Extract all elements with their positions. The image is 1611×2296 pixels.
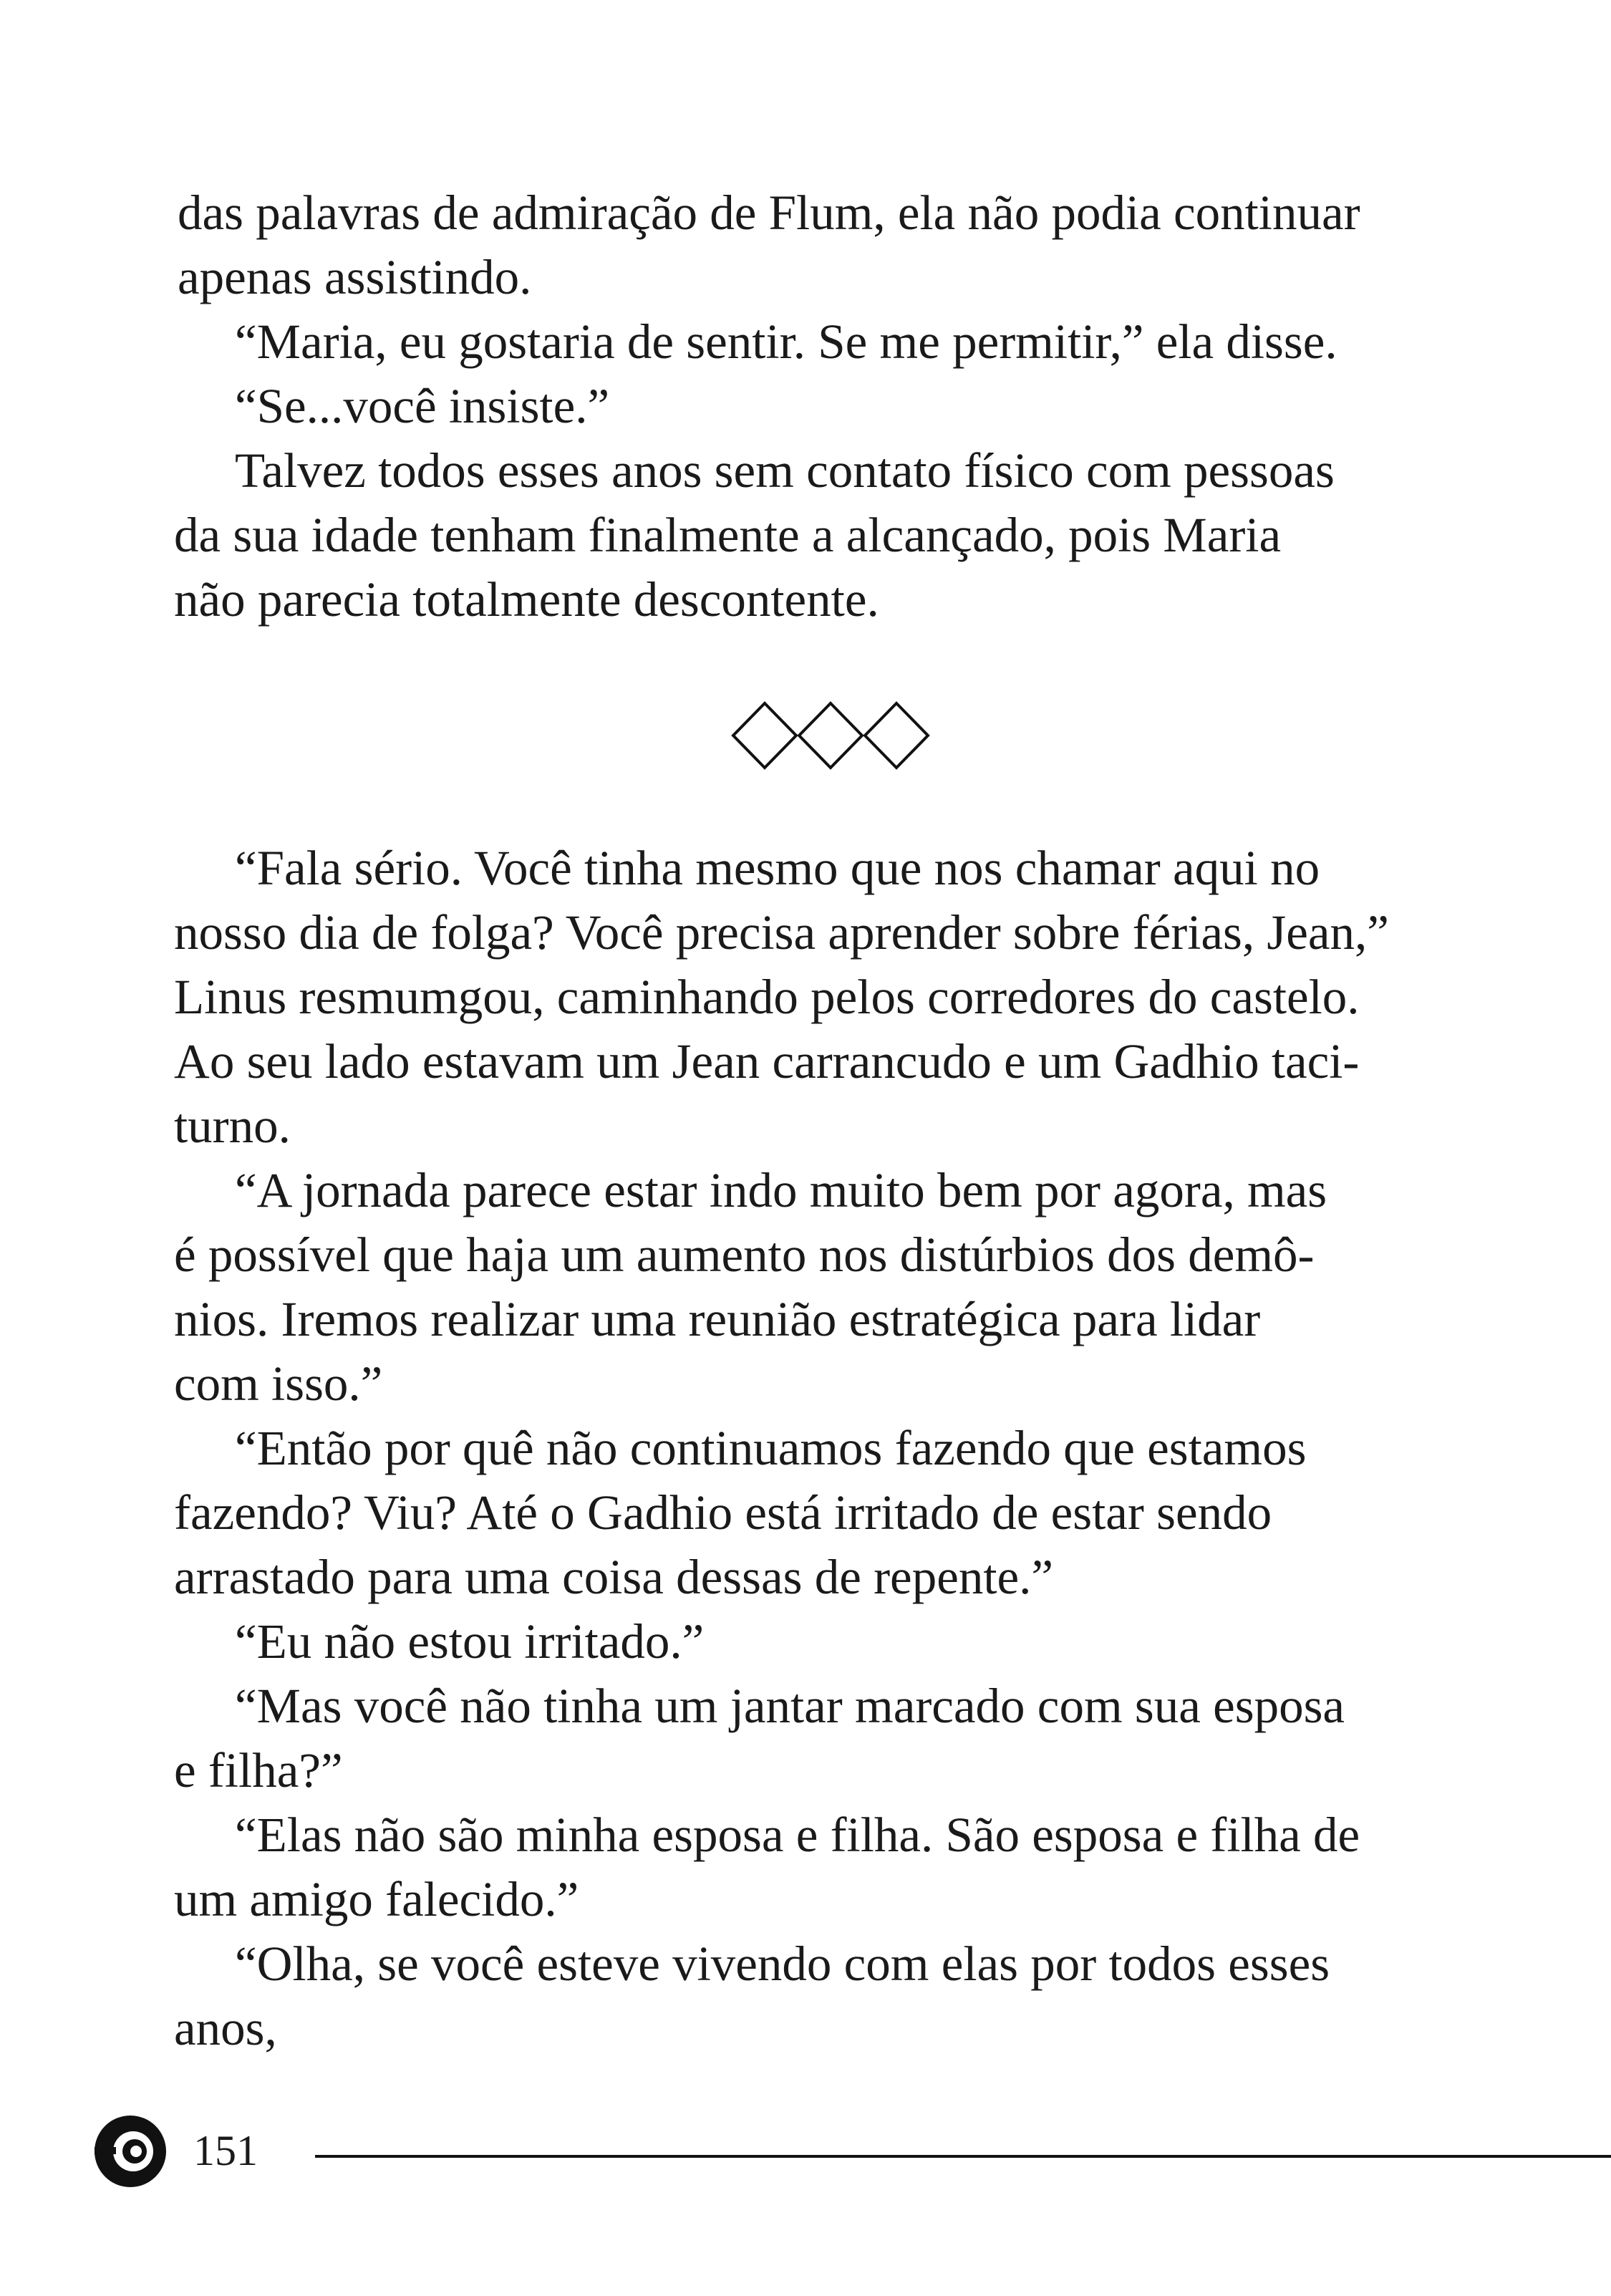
spiral-logo-icon: [93, 2114, 168, 2189]
page-number: 151: [193, 2127, 258, 2174]
text-line: anos,: [174, 2001, 277, 2055]
text-line: “Se...você insiste.”: [235, 379, 610, 433]
text-line: Ao seu lado estavam um Jean carrancudo e um Gadhio taci-: [174, 1034, 1360, 1089]
text-line: com isso.”: [174, 1356, 383, 1411]
text-line: arrastado para uma coisa dessas de repente.”: [174, 1550, 1053, 1604]
text-line: é possível que haja um aumento nos distúrbios dos demô-: [174, 1227, 1315, 1282]
footer-rule: [315, 2155, 1611, 2158]
text-line: e filha?”: [174, 1743, 343, 1798]
three-diamonds-icon: [730, 696, 931, 775]
text-line: “Elas não são minha esposa e filha. São esposa e filha de: [235, 1808, 1360, 1862]
text-line: “Eu não estou irritado.”: [235, 1614, 705, 1669]
text-line: um amigo falecido.”: [174, 1872, 579, 1926]
text-line: da sua idade tenham finalmente a alcançado, pois Maria: [174, 508, 1282, 562]
text-line: Talvez todos esses anos sem contato físico com pessoas: [235, 443, 1335, 498]
text-line: “Mas você não tinha um jantar marcado com sua esposa: [235, 1679, 1345, 1733]
text-line: “Fala sério. Você tinha mesmo que nos chamar aqui no: [235, 841, 1320, 895]
text-line: nosso dia de folga? Você precisa aprender sobre férias, Jean,”: [174, 905, 1389, 960]
text-line: “Olha, se você esteve vivendo com elas por todos esses: [235, 1936, 1330, 1991]
text-line: turno.: [174, 1099, 291, 1153]
text-line: nios. Iremos realizar uma reunião estratégica para lidar: [174, 1292, 1261, 1346]
text-line: não parecia totalmente descontente.: [174, 572, 879, 627]
text-line: Linus resmumgou, caminhando pelos corredores do castelo.: [174, 970, 1360, 1024]
text-line: fazendo? Viu? Até o Gadhio está irritado de estar sendo: [174, 1485, 1272, 1540]
text-line: “A jornada parece estar indo muito bem por agora, mas: [235, 1163, 1327, 1217]
text-line: “Então por quê não continuamos fazendo que estamos: [235, 1421, 1307, 1475]
text-line: das palavras de admiração de Flum, ela não podia continuar: [178, 185, 1360, 240]
text-line: “Maria, eu gostaria de sentir. Se me permitir,” ela disse.: [235, 314, 1337, 369]
text-line: apenas assistindo.: [178, 250, 532, 304]
